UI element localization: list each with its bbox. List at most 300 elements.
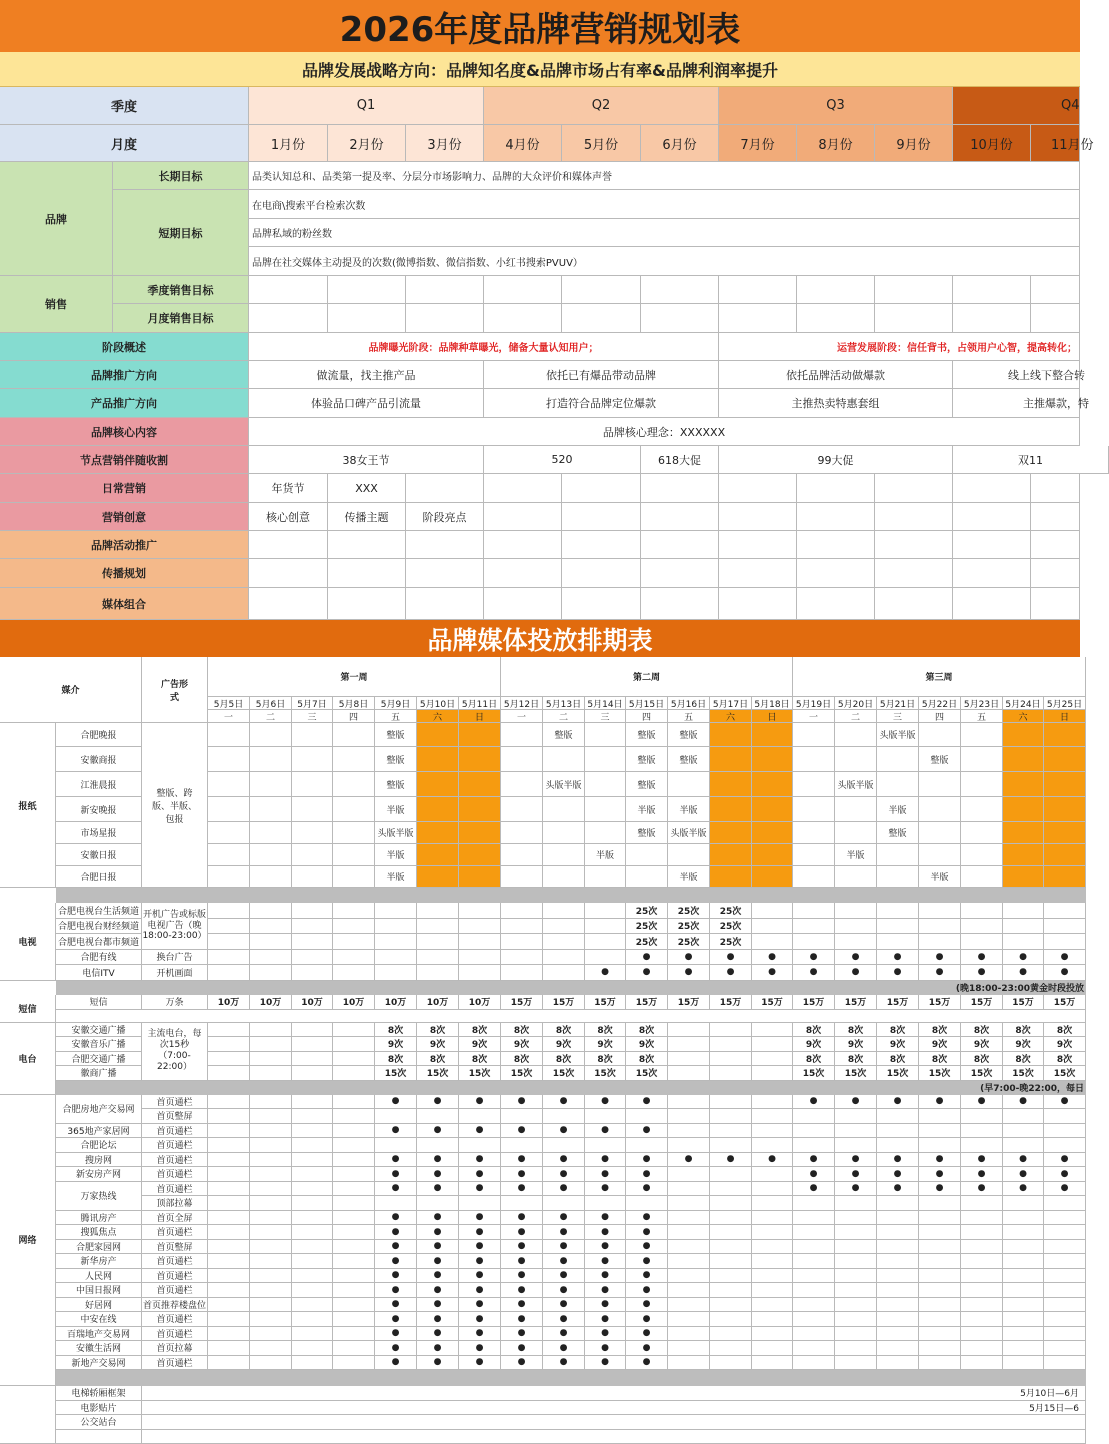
web-cell [208,1269,250,1284]
web-cell [626,1196,668,1211]
radio-cell: 9次 [961,1037,1003,1052]
web-cell: ● [585,1356,626,1371]
newspaper-cell [626,844,668,866]
newspaper-cell [961,772,1003,797]
web-cell [1044,1211,1086,1226]
web-format: 首页通栏 [142,1153,208,1168]
web-cell: ● [375,1095,417,1110]
web-cell: ● [626,1167,668,1182]
web-cell [877,1124,919,1139]
radio-cell [333,1052,375,1067]
empty-cell [406,531,484,559]
tv-cell [417,950,459,966]
web-cell [292,1182,333,1197]
web-cell [710,1269,752,1284]
tv-cell [375,934,417,950]
newspaper-cell [250,866,292,888]
web-cell: ● [459,1167,501,1182]
web-cell [668,1240,710,1255]
web-cell [417,1138,459,1153]
newspaper-cell: 头版半版 [543,772,585,797]
web-cell [793,1356,835,1371]
month-4: 4月份 [484,125,562,162]
sms-label: 短信 [0,995,56,1023]
web-cell: ● [417,1225,459,1240]
newspaper-cell [919,797,961,822]
web-cell [877,1196,919,1211]
newspaper-cell: 整版 [919,747,961,772]
tv-cell: 25次 [626,903,668,919]
tv-cell [333,965,375,981]
web-cell [585,1196,626,1211]
tv-cell: ● [1044,965,1086,981]
radio-cell: 9次 [1044,1037,1086,1052]
web-cell [710,1138,752,1153]
web-cell: ● [626,1327,668,1342]
web-cell [961,1138,1003,1153]
web-format: 首页通栏 [142,1269,208,1284]
sms-cell: 15万 [961,995,1003,1010]
web-cell: ● [543,1240,585,1255]
empty-cell [562,276,641,304]
web-cell [459,1109,501,1124]
season-sales-target: 季度销售目标 [113,276,249,304]
web-cell [585,1138,626,1153]
tv-cell: ● [835,950,877,966]
web-name: 合肥论坛 [56,1138,142,1153]
web-cell [333,1211,375,1226]
empty-cell [641,531,719,559]
web-cell [208,1095,250,1110]
product-direction-q2: 打造符合品牌定位爆款 [484,389,719,418]
tv-cell [208,903,250,919]
web-cell: ● [668,1153,710,1168]
tv-cell: 25次 [626,919,668,935]
tv-cell [292,903,333,919]
date-header: 5月25日 [1044,697,1086,710]
tv-cell: ● [835,965,877,981]
newspaper-cell [543,822,585,844]
web-cell [333,1269,375,1284]
web-cell: ● [543,1167,585,1182]
radio-cell: 9次 [1003,1037,1044,1052]
tv-cell [208,919,250,935]
web-cell: ● [501,1327,543,1342]
web-cell [668,1167,710,1182]
sms-format: 万条 [142,995,208,1010]
date-header: 5月22日 [919,697,961,710]
tv-cell [459,934,501,950]
tv-name: 合肥有线 [56,950,142,966]
sms-cell: 15万 [919,995,961,1010]
newspaper-cell [250,747,292,772]
web-cell [793,1254,835,1269]
newspaper-cell [1003,797,1044,822]
web-cell [626,1109,668,1124]
web-cell: ● [459,1298,501,1313]
tv-cell: ● [1044,950,1086,966]
web-cell: ● [585,1225,626,1240]
tv-cell [333,903,375,919]
tv-cell [1044,919,1086,935]
web-cell: ● [1044,1167,1086,1182]
radio-cell: 9次 [417,1037,459,1052]
tv-cell: ● [752,950,793,966]
radio-cell [710,1052,752,1067]
tv-cell: ● [793,965,835,981]
web-cell [292,1196,333,1211]
date-header: 5月14日 [585,697,626,710]
tv-cell [1003,903,1044,919]
tv-cell: ● [961,965,1003,981]
tv-cell: ● [919,950,961,966]
web-cell: ● [459,1312,501,1327]
sms-cell: 10万 [333,995,375,1010]
newspaper-cell [292,866,333,888]
outdoor-name: 公交站台 [56,1415,142,1430]
quarter-q4: Q4 [953,87,1080,125]
weekday-header: 二 [543,710,585,723]
tv-cell [543,903,585,919]
web-cell: ● [417,1269,459,1284]
web-cell [877,1240,919,1255]
radio-cell: 15次 [835,1066,877,1081]
web-cell [417,1196,459,1211]
short-term-text-2: 品牌私域的粉丝数 [249,219,1080,247]
newspaper-cell: 整版 [877,822,919,844]
web-cell: ● [1003,1182,1044,1197]
tv-cell [501,934,543,950]
empty-cell [249,588,328,620]
newspaper-cell [961,723,1003,747]
radio-cell: 9次 [626,1037,668,1052]
newspaper-cell [752,723,793,747]
web-cell: ● [877,1095,919,1110]
web-cell [250,1109,292,1124]
web-cell [208,1138,250,1153]
web-cell [459,1196,501,1211]
tv-cell [835,934,877,950]
newspaper-cell [752,844,793,866]
web-cell [961,1240,1003,1255]
radio-cell [752,1052,793,1067]
web-cell: ● [961,1182,1003,1197]
date-header: 5月7日 [292,697,333,710]
web-cell [292,1211,333,1226]
newspaper-cell: 半版 [585,844,626,866]
radio-cell [710,1023,752,1038]
web-cell [208,1283,250,1298]
radio-cell: 8次 [877,1023,919,1038]
web-cell [835,1356,877,1371]
web-cell [919,1225,961,1240]
empty-cell [1031,588,1080,620]
empty-cell [562,503,641,531]
tv-cell [1044,934,1086,950]
week-header: 第三周 [793,657,1086,697]
web-cell [250,1211,292,1226]
web-cell: ● [501,1356,543,1371]
web-cell [835,1341,877,1356]
web-cell [961,1109,1003,1124]
empty-cell [328,588,406,620]
radio-cell: 8次 [543,1052,585,1067]
web-cell [333,1312,375,1327]
web-cell [1003,1356,1044,1371]
web-cell [333,1225,375,1240]
sms-cell: 15万 [1003,995,1044,1010]
web-cell: ● [375,1356,417,1371]
web-cell [710,1182,752,1197]
newspaper-cell: 半版 [877,797,919,822]
sms-cell: 15万 [793,995,835,1010]
web-cell [793,1283,835,1298]
month-11: 11月份 [1031,125,1080,162]
tv-cell [250,934,292,950]
web-cell: ● [585,1095,626,1110]
tv-label: 电视 [0,903,56,981]
empty-cell [797,474,875,503]
outdoor-period [142,1430,1086,1444]
web-cell [793,1138,835,1153]
tv-cell [501,903,543,919]
radio-name: 徽商广播 [56,1066,142,1081]
web-cell [961,1225,1003,1240]
tv-cell: ● [626,965,668,981]
empty-cell [1031,559,1080,588]
web-cell [877,1298,919,1313]
newspaper-name: 新安晚报 [56,797,142,822]
web-cell [292,1153,333,1168]
web-cell [752,1240,793,1255]
weekday-header: 日 [459,710,501,723]
newspaper-cell [417,797,459,822]
web-cell: ● [793,1095,835,1110]
newspaper-cell [417,772,459,797]
web-cell [919,1312,961,1327]
web-cell: ● [793,1167,835,1182]
month-10: 10月份 [953,125,1031,162]
web-cell [1003,1124,1044,1139]
radio-cell [333,1066,375,1081]
tv-cell: ● [961,950,1003,966]
web-cell [250,1196,292,1211]
web-cell [793,1341,835,1356]
month-8: 8月份 [797,125,875,162]
web-name: 腾讯房产 [56,1211,142,1226]
newspaper-cell [501,866,543,888]
web-cell [961,1254,1003,1269]
empty-cell [719,559,797,588]
web-cell: ● [543,1356,585,1371]
tv-cell [459,903,501,919]
web-cell: ● [626,1153,668,1168]
web-cell [333,1356,375,1371]
tv-cell [375,919,417,935]
newspaper-cell: 整版 [626,772,668,797]
newspaper-cell [710,772,752,797]
web-cell [208,1124,250,1139]
tv-cell [292,965,333,981]
newspaper-cell: 半版 [375,797,417,822]
web-cell [333,1109,375,1124]
newspaper-cell [333,772,375,797]
web-cell [250,1167,292,1182]
tv-format: 开机画面 [142,965,208,981]
newspaper-cell [1003,866,1044,888]
web-cell [877,1327,919,1342]
radio-cell [752,1023,793,1038]
tv-cell [1044,903,1086,919]
empty-cell [641,304,719,333]
web-cell [710,1225,752,1240]
web-cell [752,1254,793,1269]
web-cell [710,1196,752,1211]
web-cell [752,1182,793,1197]
stage-text-1: 品牌曝光阶段：品牌种草曝光，储备大量认知用户； [249,333,719,361]
tv-cell [333,950,375,966]
weekday-header: 五 [668,710,710,723]
radio-name: 安徽交通广播 [56,1023,142,1038]
radio-cell: 8次 [459,1052,501,1067]
web-format: 首页通栏 [142,1182,208,1197]
newspaper-cell: 半版 [919,866,961,888]
tv-cell [543,965,585,981]
page-title: 2026年度品牌营销规划表 [0,0,1080,52]
web-cell: ● [375,1167,417,1182]
newspaper-cell: 半版 [668,866,710,888]
web-cell: ● [585,1211,626,1226]
web-cell [835,1254,877,1269]
web-cell [543,1138,585,1153]
web-cell: ● [459,1225,501,1240]
tv-cell [292,934,333,950]
weekday-header: 五 [375,710,417,723]
empty-cell [953,304,1031,333]
tv-cell: 25次 [668,919,710,935]
core-label: 品牌核心内容 [0,418,249,446]
tv-cell [752,919,793,935]
date-header: 5月24日 [1003,697,1044,710]
web-cell [877,1356,919,1371]
web-cell [961,1312,1003,1327]
newspaper-cell: 半版 [375,844,417,866]
newspaper-cell [543,797,585,822]
web-cell [752,1095,793,1110]
newspaper-cell: 半版 [668,797,710,822]
tv-cell [835,919,877,935]
web-cell [919,1109,961,1124]
newspaper-cell [1044,844,1086,866]
web-cell: ● [919,1182,961,1197]
newspaper-cell [668,844,710,866]
empty-cell [328,531,406,559]
radio-cell: 8次 [543,1023,585,1038]
empty-cell [875,531,953,559]
newspaper-cell [1044,866,1086,888]
web-cell [668,1225,710,1240]
web-cell [292,1254,333,1269]
web-cell: ● [417,1182,459,1197]
node-99: 99大促 [719,446,953,474]
web-cell: ● [543,1153,585,1168]
web-cell [835,1283,877,1298]
short-term-text-1: 在电商\搜索平台检索次数 [249,190,1080,219]
web-cell [333,1196,375,1211]
web-cell [292,1312,333,1327]
web-cell [919,1283,961,1298]
web-cell [1003,1327,1044,1342]
web-cell [501,1196,543,1211]
empty-cell [797,503,875,531]
web-cell [1044,1225,1086,1240]
outdoor-name: 电梯轿厢框架 [56,1386,142,1401]
empty-cell [797,276,875,304]
web-cell [333,1095,375,1110]
newspaper-cell [710,866,752,888]
newspaper-cell: 头版半版 [877,723,919,747]
tv-cell [543,919,585,935]
tv-cell [961,919,1003,935]
empty-cell [953,588,1031,620]
radio-cell [668,1052,710,1067]
newspaper-cell [250,723,292,747]
sms-blank [56,1010,1086,1023]
web-cell: ● [543,1341,585,1356]
radio-cell: 8次 [919,1052,961,1067]
newspaper-cell [835,723,877,747]
creative-theme: 传播主题 [328,503,406,531]
radio-cell: 15次 [375,1066,417,1081]
newspaper-cell [459,772,501,797]
web-cell: ● [585,1298,626,1313]
web-cell [668,1254,710,1269]
tv-cell [333,919,375,935]
empty-cell [406,474,484,503]
web-cell: ● [501,1124,543,1139]
date-header: 5月17日 [710,697,752,710]
web-name: 好居网 [56,1298,142,1313]
tv-cell: ● [710,965,752,981]
web-cell [1003,1269,1044,1284]
tv-cell [1003,934,1044,950]
web-name: 中安在线 [56,1312,142,1327]
node-38: 38女王节 [249,446,484,474]
empty-cell [719,503,797,531]
empty-cell [797,531,875,559]
web-name: 中国日报网 [56,1283,142,1298]
newspaper-cell [208,772,250,797]
web-cell [961,1327,1003,1342]
empty-cell [1031,503,1080,531]
month-1: 1月份 [249,125,328,162]
radio-cell [250,1037,292,1052]
newspaper-cell [417,723,459,747]
web-cell [1003,1283,1044,1298]
empty-cell [1031,304,1080,333]
radio-cell: 8次 [626,1023,668,1038]
date-header: 5月18日 [752,697,793,710]
web-cell [835,1269,877,1284]
web-cell: ● [877,1167,919,1182]
web-cell [835,1312,877,1327]
web-cell: ● [459,1327,501,1342]
empty-cell [562,531,641,559]
web-format: 首页通栏 [142,1327,208,1342]
newspaper-cell [877,747,919,772]
web-cell [668,1182,710,1197]
web-cell: ● [543,1211,585,1226]
